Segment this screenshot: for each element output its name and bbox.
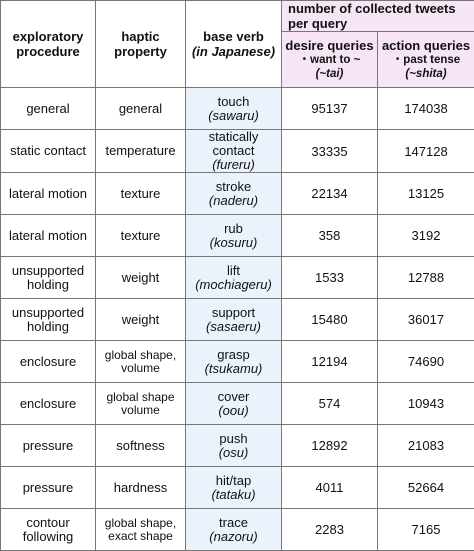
- cell-desire-count: 22134: [282, 173, 378, 215]
- table-row: [1, 257, 474, 299]
- header-collected-tweets: number of collected tweets per query: [282, 1, 474, 32]
- verb-japanese: (tataku): [186, 488, 281, 502]
- cell-desire-count: 12892: [282, 425, 378, 467]
- cell-action-count: 10943: [378, 383, 474, 425]
- verb-japanese: (nazoru): [186, 530, 281, 544]
- cell-action-count: 21083: [378, 425, 474, 467]
- cell-exploratory-procedure: general: [1, 88, 96, 130]
- cell-base-verb: [186, 88, 282, 130]
- action-note: ・past tense: [378, 53, 474, 67]
- verb-english: grasp: [186, 348, 281, 362]
- cell-exploratory-procedure: unsupported holding: [1, 299, 96, 341]
- cell-haptic-property: global shape, exact shape: [96, 509, 186, 551]
- cell-exploratory-procedure: contour following: [1, 509, 96, 551]
- cell-base-verb: [186, 509, 282, 551]
- verb-japanese: (oou): [186, 404, 281, 418]
- table-row: [1, 467, 474, 509]
- verb-english: lift: [186, 264, 281, 278]
- cell-base-verb: [186, 341, 282, 383]
- verb-english: support: [186, 306, 281, 320]
- verb-japanese: (mochiageru): [186, 278, 281, 292]
- verb-japanese: (osu): [186, 446, 281, 460]
- header-base-verb-title: base verb: [186, 29, 281, 44]
- cell-haptic-property: texture: [96, 173, 186, 215]
- cell-haptic-property: weight: [96, 257, 186, 299]
- cell-desire-count: 12194: [282, 341, 378, 383]
- desire-title: desire queries: [282, 39, 377, 53]
- verb-english: cover: [186, 390, 281, 404]
- verb-english: push: [186, 432, 281, 446]
- table-row: [1, 383, 474, 425]
- cell-action-count: 12788: [378, 257, 474, 299]
- desire-note: ・want to ~: [282, 53, 377, 67]
- table-row: [1, 425, 474, 467]
- action-title: action queries: [378, 39, 474, 53]
- cell-base-verb: [186, 130, 282, 173]
- table-row: [1, 88, 474, 130]
- table-row: [1, 341, 474, 383]
- cell-exploratory-procedure: enclosure: [1, 341, 96, 383]
- cell-base-verb: [186, 215, 282, 257]
- cell-action-count: 52664: [378, 467, 474, 509]
- header-desire-queries: [282, 32, 378, 88]
- cell-base-verb: [186, 467, 282, 509]
- cell-exploratory-procedure: static contact: [1, 130, 96, 173]
- cell-base-verb: [186, 173, 282, 215]
- verb-japanese: (tsukamu): [186, 362, 281, 376]
- cell-exploratory-procedure: enclosure: [1, 383, 96, 425]
- cell-base-verb: [186, 299, 282, 341]
- table-row: [1, 509, 474, 551]
- cell-haptic-property: temperature: [96, 130, 186, 173]
- cell-haptic-property: global shape volume: [96, 383, 186, 425]
- header-base-verb: [186, 1, 282, 88]
- cell-haptic-property: global shape, volume: [96, 341, 186, 383]
- cell-desire-count: 1533: [282, 257, 378, 299]
- cell-action-count: 36017: [378, 299, 474, 341]
- table-row: [1, 299, 474, 341]
- verb-english: rub: [186, 222, 281, 236]
- verb-english: touch: [186, 95, 281, 109]
- table-body: [1, 88, 474, 551]
- header-haptic-property: haptic property: [96, 1, 186, 88]
- cell-base-verb: [186, 383, 282, 425]
- cell-action-count: 3192: [378, 215, 474, 257]
- verb-japanese: (fureru): [186, 158, 281, 172]
- cell-exploratory-procedure: pressure: [1, 425, 96, 467]
- cell-desire-count: 2283: [282, 509, 378, 551]
- cell-action-count: 147128: [378, 130, 474, 173]
- cell-desire-count: 358: [282, 215, 378, 257]
- verb-english: stroke: [186, 180, 281, 194]
- verb-japanese: (sasaeru): [186, 320, 281, 334]
- cell-action-count: 74690: [378, 341, 474, 383]
- cell-action-count: 174038: [378, 88, 474, 130]
- table-row: [1, 173, 474, 215]
- cell-desire-count: 95137: [282, 88, 378, 130]
- cell-action-count: 13125: [378, 173, 474, 215]
- verb-japanese: (naderu): [186, 194, 281, 208]
- header-action-queries: [378, 32, 474, 88]
- cell-haptic-property: texture: [96, 215, 186, 257]
- cell-desire-count: 33335: [282, 130, 378, 173]
- desire-suffix: (~tai): [316, 68, 344, 80]
- table-row: [1, 215, 474, 257]
- cell-exploratory-procedure: lateral motion: [1, 215, 96, 257]
- verb-english: statically contact: [186, 130, 281, 158]
- header-base-verb-sub: (in Japanese): [186, 44, 281, 59]
- header-row-top: [1, 1, 474, 32]
- cell-haptic-property: hardness: [96, 467, 186, 509]
- cell-exploratory-procedure: lateral motion: [1, 173, 96, 215]
- table-row: [1, 130, 474, 173]
- action-suffix: (~shita): [405, 68, 446, 80]
- verb-japanese: (kosuru): [186, 236, 281, 250]
- cell-haptic-property: general: [96, 88, 186, 130]
- header-exploratory-procedure: exploratory procedure: [1, 1, 96, 88]
- cell-haptic-property: weight: [96, 299, 186, 341]
- cell-desire-count: 15480: [282, 299, 378, 341]
- cell-desire-count: 574: [282, 383, 378, 425]
- cell-base-verb: [186, 257, 282, 299]
- cell-base-verb: [186, 425, 282, 467]
- verb-english: hit/tap: [186, 474, 281, 488]
- cell-haptic-property: softness: [96, 425, 186, 467]
- cell-exploratory-procedure: unsupported holding: [1, 257, 96, 299]
- cell-desire-count: 4011: [282, 467, 378, 509]
- cell-exploratory-procedure: pressure: [1, 467, 96, 509]
- verb-english: trace: [186, 516, 281, 530]
- cell-action-count: 7165: [378, 509, 474, 551]
- verb-japanese: (sawaru): [186, 109, 281, 123]
